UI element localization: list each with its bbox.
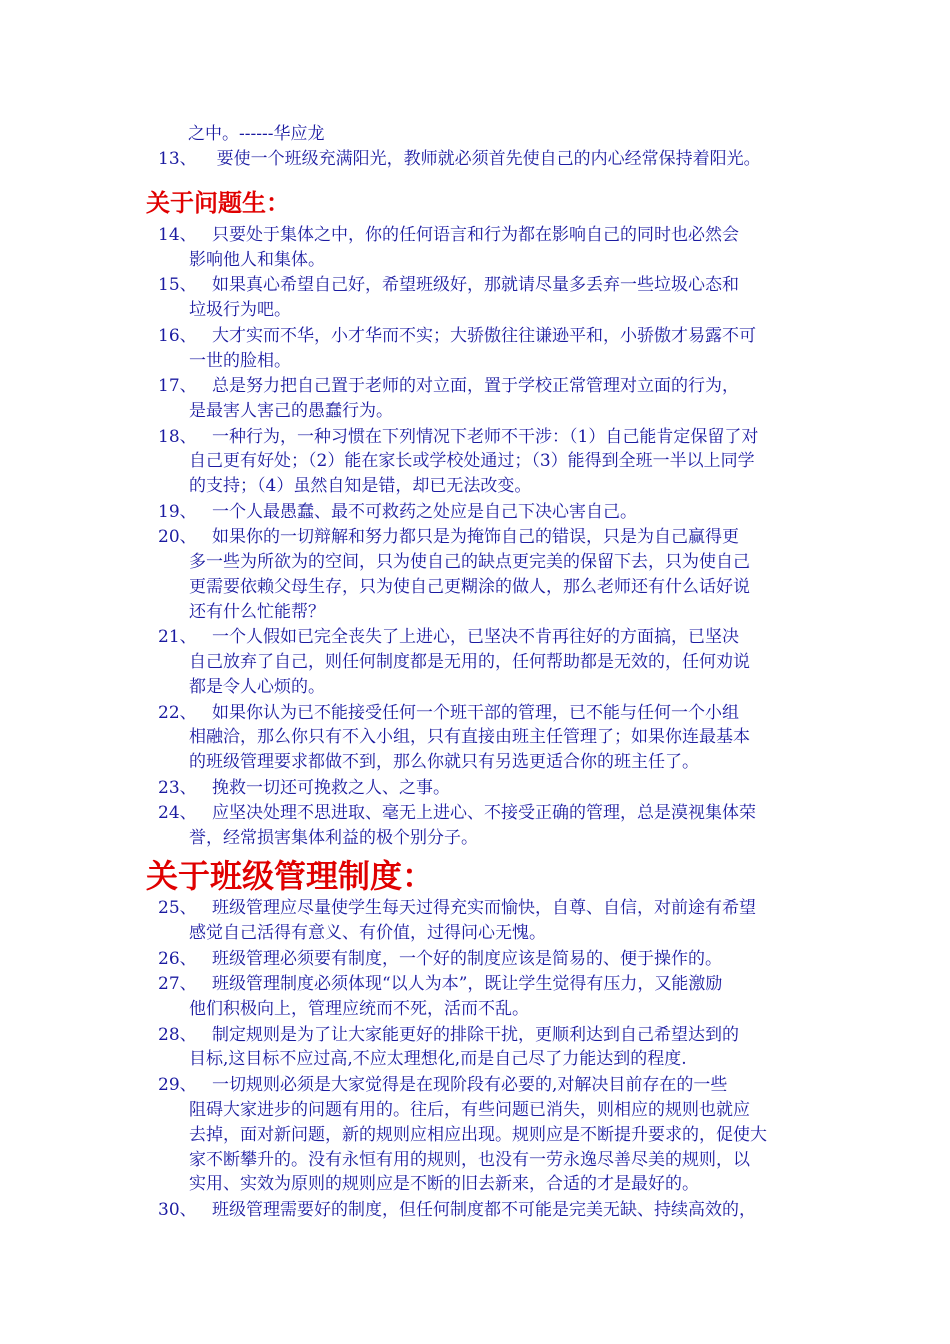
list-item	[158, 525, 818, 624]
item-number: 24、	[158, 803, 197, 824]
item-number: 26、	[158, 948, 197, 969]
item-number: 17、	[158, 376, 197, 397]
item-number: 18、	[158, 426, 197, 447]
item-text-line: 自己放弃了自己，则任何制度都是无用的，任何帮助都是无效的，任何劝说	[189, 652, 750, 673]
item-number: 30、	[158, 1200, 197, 1221]
list-item	[158, 896, 818, 946]
section-heading-problem-students: 关于问题生：	[146, 189, 290, 217]
list-item-13	[158, 147, 761, 172]
item-number: 27、	[158, 974, 197, 995]
item-text-line: 一世的脸相。	[189, 350, 291, 371]
item-text-line: 是最害人害己的愚蠢行为。	[189, 400, 393, 421]
item-text-line: 阻碍大家进步的问题有用的。往后，有些问题已消失，则相应的规则也就应	[189, 1099, 750, 1120]
item-number: 22、	[158, 702, 197, 723]
item-text-line: 如果真心希望自己好，希望班级好，那就请尽量多丢弃一些垃圾心态和	[212, 275, 739, 296]
item-text-line: 一切规则必须是大家觉得是在现阶段有必要的,对解决目前存在的一些	[212, 1075, 728, 1096]
item-text-line: 一个人假如已完全丧失了上进心，已坚决不肯再往好的方面搞，已坚决	[212, 627, 739, 648]
list-item	[158, 701, 818, 775]
item-number: 13、	[158, 149, 197, 169]
item-text-line: 一个人最愚蠢、最不可救药之处应是自己下决心害自己。	[212, 501, 637, 522]
list-item	[158, 1023, 818, 1073]
item-text-line: 还有什么忙能帮？	[189, 601, 325, 622]
item-text-line: 大才实而不华，小才华而不实；大骄傲往往谦逊平和，小骄傲才易露不可	[212, 325, 756, 346]
item-text-line: 更需要依赖父母生存，只为使自己更糊涂的做人，那么老师还有什么话好说	[189, 576, 750, 597]
item-number: 21、	[158, 627, 197, 648]
list-item	[158, 223, 818, 273]
item-text-line: 如果你认为已不能接受任何一个班干部的管理，已不能与任何一个小组	[212, 702, 739, 723]
item-text-line: 他们积极向上，管理应统而不死，活而不乱。	[189, 998, 529, 1019]
item-text-line: 誉，经常损害集体利益的极个别分子。	[189, 828, 478, 849]
item-text-line: 多一些为所欲为的空间，只为使自己的缺点更完美的保留下去，只为使自己	[189, 552, 750, 573]
item-text-line: 相融洽，那么你只有不入小组，只有直接由班主任管理了；如果你连最基本	[189, 727, 750, 748]
item-text-line: 班级管理应尽量使学生每天过得充实而愉快，自尊、自信，对前途有希望	[212, 898, 756, 918]
item-text-line: 班级管理必须要有制度，一个好的制度应该是简易的、便于操作的。	[212, 948, 722, 969]
list-item	[158, 374, 818, 424]
item-text-line: 的支持；（4）虽然自知是错，却已无法改变。	[189, 476, 532, 497]
item-text-line: 只要处于集体之中，你的任何语言和行为都在影响自己的同时也必然会	[212, 225, 739, 245]
item-number: 23、	[158, 777, 197, 798]
list-item	[158, 1198, 818, 1223]
item-number: 15、	[158, 275, 197, 296]
item-text-line: 垃圾行为吧。	[189, 300, 291, 321]
list-item	[158, 776, 818, 801]
item-number: 14、	[158, 225, 197, 245]
continuation-line: 之中。------华应龙	[188, 124, 325, 144]
item-number: 16、	[158, 325, 197, 346]
item-text-line: 如果你的一切辩解和努力都只是为掩饰自己的错误，只是为自己赢得更	[212, 527, 739, 548]
list-item	[158, 1073, 818, 1197]
item-text-line: 都是令人心烦的。	[189, 676, 325, 697]
item-text-line: 目标,这目标不应过高,不应太理想化,而是自己尽了力能达到的程度.	[189, 1049, 687, 1070]
list-item	[158, 972, 818, 1022]
item-text-line: 制定规则是为了让大家能更好的排除干扰，更顺利达到自己希望达到的	[212, 1024, 739, 1045]
item-text-line: 感觉自己活得有意义、有价值，过得问心无愧。	[189, 922, 546, 943]
item-text-line: 班级管理需要好的制度，但任何制度都不可能是完美无缺、持续高效的，	[212, 1200, 756, 1221]
item-text-line: 应坚决处理不思进取、毫无上进心、不接受正确的管理，总是漠视集体荣	[212, 803, 756, 824]
list-item	[158, 324, 818, 374]
item-text-line: 班级管理制度必须体现“以人为本”，既让学生觉得有压力，又能激励	[212, 974, 723, 995]
item-number: 28、	[158, 1024, 197, 1045]
item-text-line: 的班级管理要求都做不到，那么你就只有另选更适合你的班主任了。	[189, 752, 699, 773]
list-item	[158, 500, 818, 525]
list-item	[158, 425, 818, 499]
section-heading-class-management: 关于班级管理制度：	[146, 857, 435, 895]
item-text-line: 总是努力把自己置于老师的对立面，置于学校正常管理对立面的行为，	[212, 376, 739, 397]
list-item	[158, 947, 818, 972]
item-text: 要使一个班级充满阳光，教师就必须首先使自己的内心经常保持着阳光。	[216, 149, 761, 169]
item-text-line: 影响他人和集体。	[189, 249, 325, 270]
item-text-line: 去掉，面对新问题，新的规则应相应出现。规则应是不断提升要求的，促使大	[189, 1124, 767, 1145]
item-text-line: 自己更有好处；（2）能在家长或学校处通过；（3）能得到全班一半以上同学	[189, 451, 755, 472]
list-item	[158, 625, 818, 699]
item-number: 20、	[158, 527, 197, 548]
item-text-line: 一种行为，一种习惯在下列情况下老师不干涉：（1）自己能肯定保留了对	[212, 426, 759, 447]
list-item	[158, 273, 818, 323]
item-number: 19、	[158, 501, 197, 522]
item-text-line: 家不断攀升的。没有永恒有用的规则，也没有一劳永逸尽善尽美的规则，以	[189, 1149, 750, 1170]
item-number: 29、	[158, 1075, 197, 1096]
item-number: 25、	[158, 898, 197, 918]
list-item	[158, 801, 818, 851]
item-text-line: 实用、实效为原则的规则应是不断的旧去新来，合适的才是最好的。	[189, 1174, 699, 1195]
item-text-line: 挽救一切还可挽救之人、之事。	[212, 777, 450, 798]
